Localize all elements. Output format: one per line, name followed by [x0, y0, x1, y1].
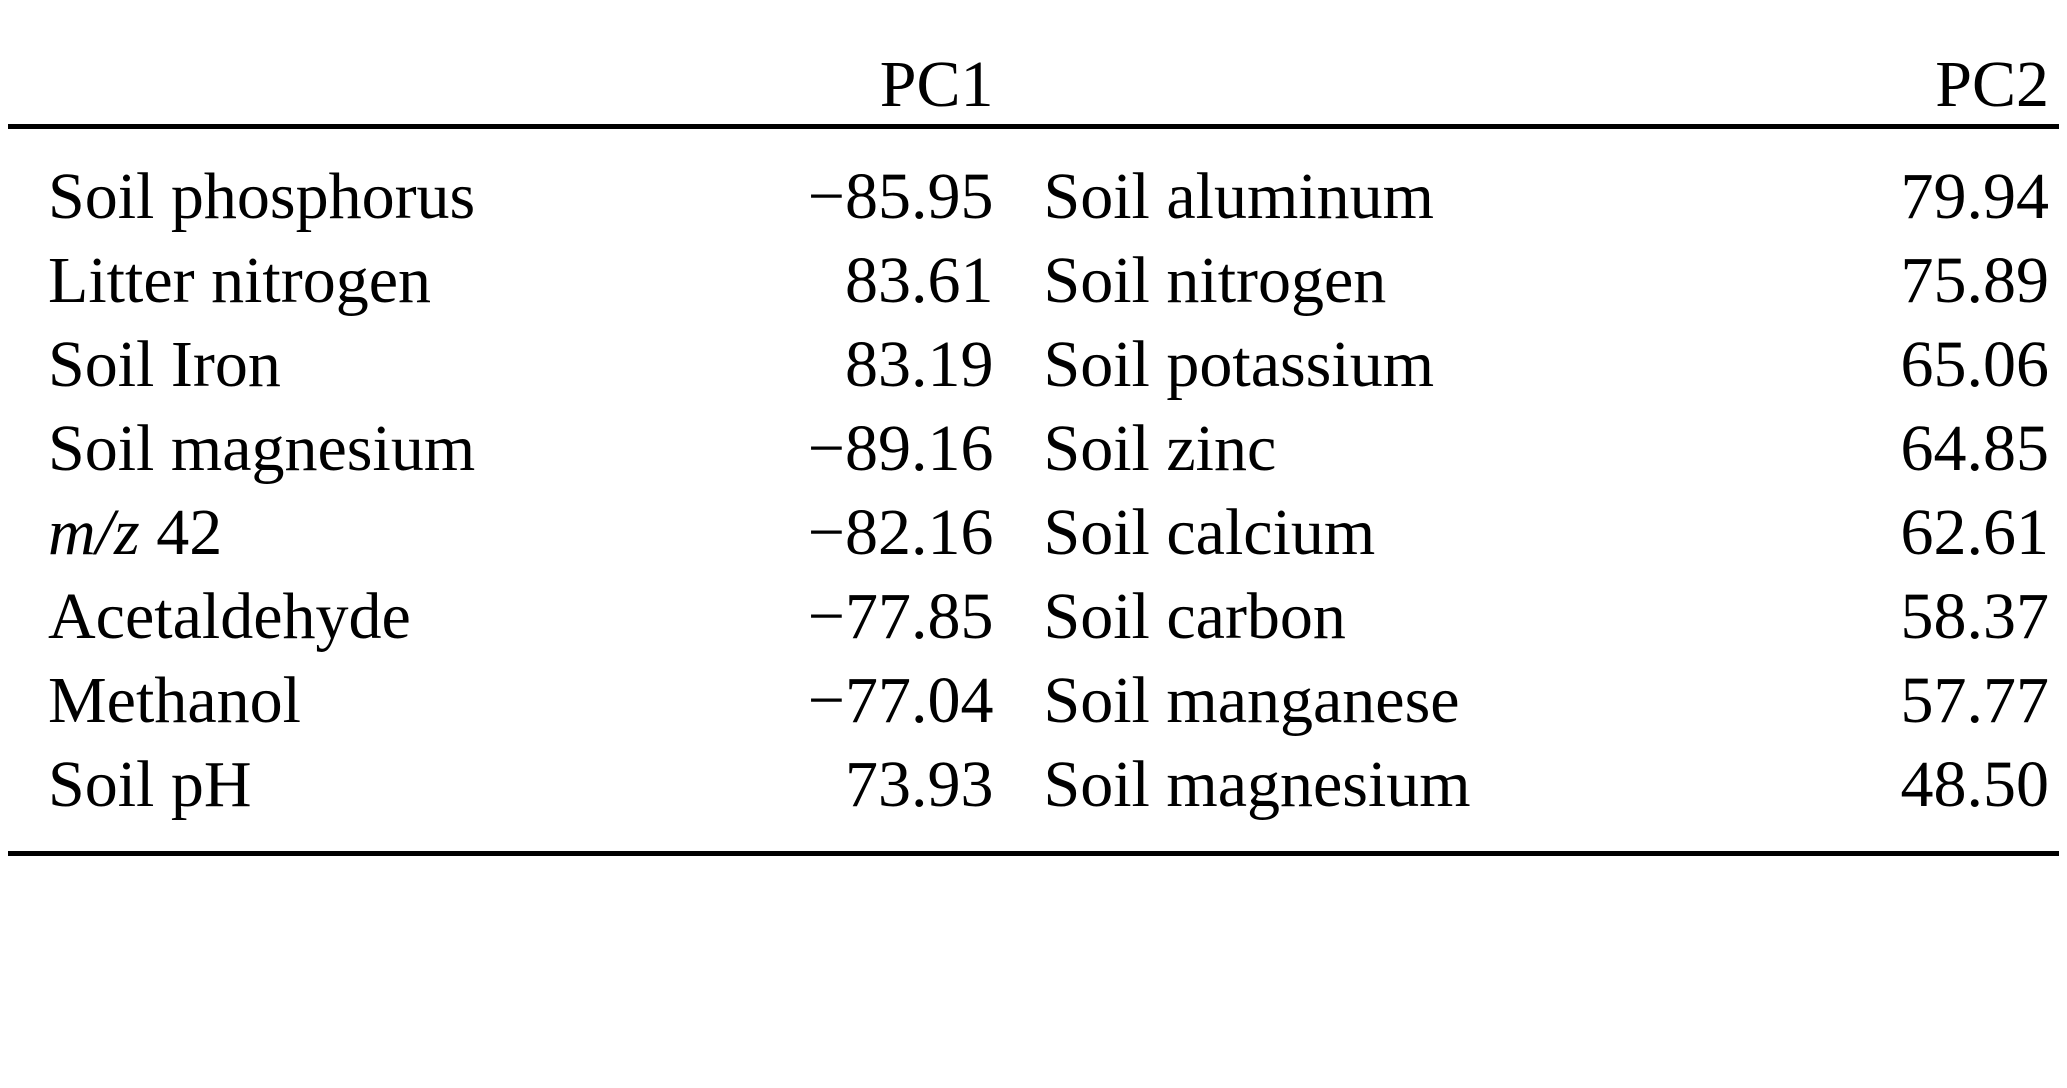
row-label-pc2: Soil aluminum: [1043, 160, 1435, 233]
table-body: [8, 129, 2059, 854]
header-pc1: PC1: [879, 48, 994, 121]
row-label-pc2: Soil calcium: [1043, 496, 1376, 569]
row-label-pc2: Soil nitrogen: [1043, 244, 1387, 317]
table-row: [8, 323, 2059, 407]
row-value-pc2: 75.89: [1900, 244, 2049, 317]
row-value-pc1: 83.19: [844, 328, 994, 401]
table-row: [8, 129, 2059, 239]
row-label-pc1: Methanol: [48, 664, 301, 737]
row-value-pc2: 58.37: [1900, 580, 2049, 653]
row-label-pc1: Soil Iron: [48, 328, 281, 401]
row-label-pc2: Soil zinc: [1043, 412, 1277, 485]
row-value-pc1: −77.04: [807, 664, 994, 737]
mz-plain-text: 42: [139, 496, 223, 569]
header-blank-2: [1033, 0, 1648, 127]
table-row: [8, 239, 2059, 323]
bottom-rule: [8, 854, 2059, 859]
row-value-pc1: −77.85: [807, 580, 994, 653]
table-row: [8, 575, 2059, 659]
row-value-pc2: 48.50: [1900, 748, 2049, 821]
row-value-pc2: 64.85: [1900, 412, 2049, 485]
row-value-pc2: 62.61: [1900, 496, 2049, 569]
row-label-pc2: Soil magnesium: [1043, 748, 1471, 821]
table-header: [8, 0, 2059, 129]
footer-rule-row: [8, 854, 2059, 859]
mz-italic-text: m/z: [48, 496, 140, 569]
row-value-pc2: 79.94: [1900, 160, 2049, 233]
row-value-pc2: 65.06: [1900, 328, 2049, 401]
row-label-pc2: Soil carbon: [1043, 580, 1346, 653]
header-pc2: PC2: [1935, 48, 2049, 121]
row-label-pc1: Soil magnesium: [48, 412, 476, 485]
table-header-row: [8, 0, 2059, 127]
row-label-pc1: Acetaldehyde: [48, 580, 411, 653]
row-label-pc1: Soil pH: [48, 748, 252, 821]
row-label-pc1: Litter nitrogen: [48, 244, 432, 317]
table-row: [8, 659, 2059, 743]
row-label-pc1-mz: [8, 491, 623, 575]
pca-loadings-table: [8, 0, 2059, 858]
row-value-pc1: −89.16: [807, 412, 994, 485]
row-label-pc1: Soil phosphorus: [48, 160, 476, 233]
header-blank-1: [8, 0, 623, 127]
table-row: [8, 743, 2059, 854]
table-row: [8, 407, 2059, 491]
row-value-pc1: −85.95: [807, 160, 994, 233]
row-value-pc2: 57.77: [1900, 664, 2049, 737]
table-row: [8, 491, 2059, 575]
row-value-pc1: 83.61: [844, 244, 994, 317]
row-value-pc1: 73.93: [844, 748, 994, 821]
row-value-pc1: −82.16: [807, 496, 994, 569]
row-label-pc2: Soil manganese: [1043, 664, 1460, 737]
table-footer: [8, 854, 2059, 859]
row-label-pc2: Soil potassium: [1043, 328, 1435, 401]
